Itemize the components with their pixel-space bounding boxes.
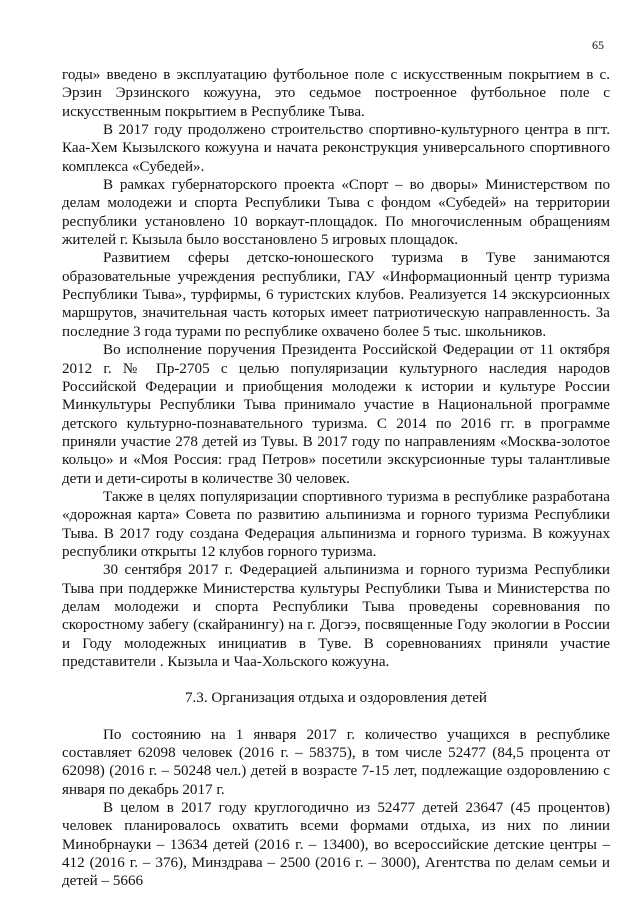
- section-heading: 7.3. Организация отдыха и оздоровления детей: [184, 690, 487, 707]
- paragraph: В целом в 2017 году круглогодично из 52477 детей 23647 (45 процентов) человек планировалось охватить всеми формами отдыха, из них по линии Минобрнауки – 13634 детей (2016 г. – 13400), во всероссийские детские центры – 412 (2016 г. – 376), Минздрава – 2500 (2016 г. – 3000), Агентства по делам семьи и детей – 5666: [62, 800, 610, 890]
- paragraph: По состоянию на 1 января 2017 г. количество учащихся в республике составляет 62098 человек (2016 г. – 58375), в том числе 52477 (84,5 процента от 62098) (2016 г. – 50248 чел.) детей в возрасте 7-15 лет, подлежащие оздоровлению с января по декабрь 2017 г.: [62, 726, 610, 798]
- paragraph: В 2017 году продолжено строительство спортивно-культурного центра в пгт. Каа-Хем Кызылского кожууна и начата реконструкция универсального спортивного комплекса «Субедей».: [62, 122, 610, 175]
- document-body: [62, 66, 610, 891]
- paragraph: В рамках губернаторского проекта «Спорт – во дворы» Министерством по делам молодежи и спорта Республики Тыва с фондом «Субедей» на территории республики установлено 10 воркаут-площадок. По многочисленным обращениям жителей г. Кызыла было восстановлено 5 игровых площадок.: [62, 177, 610, 249]
- paragraph: Развитием сферы детско-юношеского туризма в Туве занимаются образовательные учреждения республики, ГАУ «Информационный центр туризма Республики Тыва», турфирмы, 6 туристских клубов. Реализуется 14 экскурсионных маршрутов, значительная часть которых имеет патриотическую направленность. За последние 3 года турами по республике охвачено более 5 тыс. школьников.: [62, 250, 610, 340]
- paragraph-continuation: годы» введено в эксплуатацию футбольное поле с искусственным покрытием в с. Эрзин Эрзинского кожууна, это седьмое построенное футбольное поле с искусственным покрытием в Республике Тыва.: [62, 67, 610, 120]
- paragraph: 30 сентября 2017 г. Федерацией альпинизма и горного туризма Республики Тыва при поддержке Министерства культуры Республики Тыва и Министерства по делам молодежи и спорта Республики Тыва проведены соревнования по скоростному забегу (скайранингу) на г. Догээ, посвященные Году экологии в России и Году молодежных инициатив в Туве. В соревнованиях приняли участие представители . Кызыла и Чаа-Хольского кожууна.: [62, 562, 610, 670]
- page-number: 65: [592, 38, 604, 52]
- paragraph: Также в целях популяризации спортивного туризма в республике разработана «дорожная карта» Совета по развитию альпинизма и горного туризма Республики Тыва. В 2017 году создана Федерация альпинизма и горного туризма. В кожуунах республики открыты 12 клубов горного туризма.: [62, 488, 610, 560]
- paragraph: Во исполнение поручения Президента Российской Федерации от 11 октября 2012 г. № Пр-2705 с целью популяризации культурного наследия народов Российской Федерации и приобщения молодежи к истории и культуре России Минкультуры Республики Тыва принимало участие в Национальной программе детского культурно-познавательного туризма. С 2014 по 2016 гг. в программе приняли участие 278 детей из Тувы. В 2017 году по направлениям «Москва-золотое кольцо» и «Моя Россия: град Петров» посетили экскурсионные туры талантливые дети и дети-сироты в количестве 30 человек.: [62, 342, 610, 487]
